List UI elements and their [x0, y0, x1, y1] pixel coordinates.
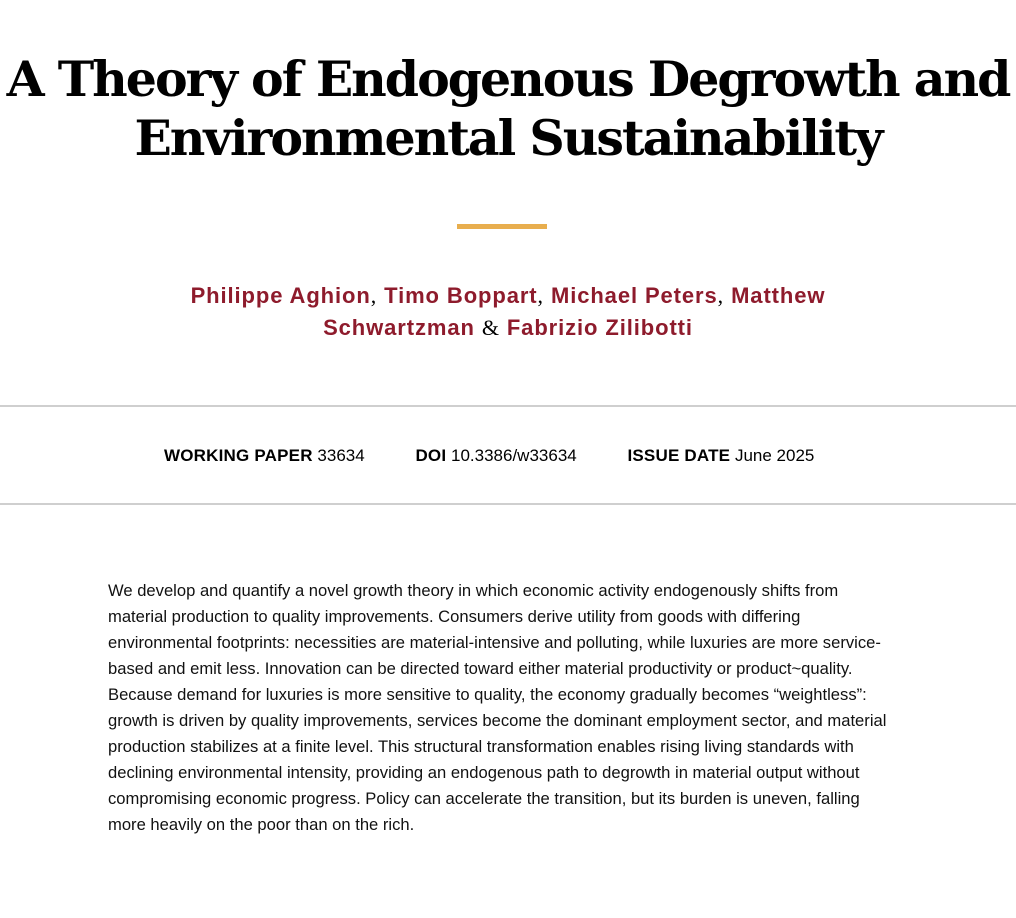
- author-ampersand: &: [481, 315, 500, 340]
- author-separator: ,: [370, 283, 378, 308]
- paper-title-line-2: Environmental Sustainability: [134, 109, 882, 167]
- working-paper-value: 33634: [317, 446, 365, 465]
- author-link-aghion[interactable]: Philippe Aghion: [190, 283, 371, 308]
- author-link-schwartzman-first[interactable]: Matthew: [731, 283, 826, 308]
- paper-metadata-row: [164, 446, 814, 466]
- accent-divider: [457, 224, 547, 229]
- author-separator: ,: [537, 283, 544, 308]
- doi: [415, 446, 576, 466]
- paper-title-line-1: A Theory of Endogenous Degrowth and: [6, 50, 1010, 108]
- doi-value: 10.3386/w33634: [451, 446, 577, 465]
- abstract-text: We develop and quantify a novel growth theory in which economic activity endogenously shifts from material production to quality improvements. Consumers derive utility from goods with differing environmental footprints: necessities are material-intensive and polluting, while luxuries are more service-based and emit less. Innovation can be directed toward either material productivity or product~quality. Because demand for luxuries is more sensitive to quality, the economy gradually becomes “weightless”: growth is driven by quality improvements, services become the dominant employment sector, and material production stabilizes at a finite level. This structural transformation enables rising living standards with declining environmental intensity, providing an endogenous path to degrowth in material output without compromising economic progress. Policy can accelerate the transition, but its burden is uneven, falling more heavily on the poor than on the rich.: [108, 581, 887, 834]
- author-link-boppart[interactable]: Timo Boppart: [384, 283, 538, 308]
- doi-label: DOI: [415, 446, 447, 465]
- issue-date-value: June 2025: [734, 446, 815, 465]
- working-paper-number: [164, 446, 365, 466]
- author-list: [100, 280, 916, 344]
- author-link-zilibotti[interactable]: Fabrizio Zilibotti: [506, 315, 693, 340]
- working-paper-label: WORKING PAPER: [164, 446, 313, 465]
- author-link-peters[interactable]: Michael Peters: [550, 283, 718, 308]
- author-separator: ,: [717, 283, 725, 308]
- author-line-1: [100, 280, 916, 312]
- author-line-2: [100, 312, 916, 344]
- paper-metadata-bar: [0, 405, 1016, 505]
- issue-date-label: ISSUE DATE: [627, 446, 731, 465]
- paper-title: [0, 50, 1016, 168]
- author-link-schwartzman-last[interactable]: Schwartzman: [323, 315, 475, 340]
- issue-date: [627, 446, 814, 466]
